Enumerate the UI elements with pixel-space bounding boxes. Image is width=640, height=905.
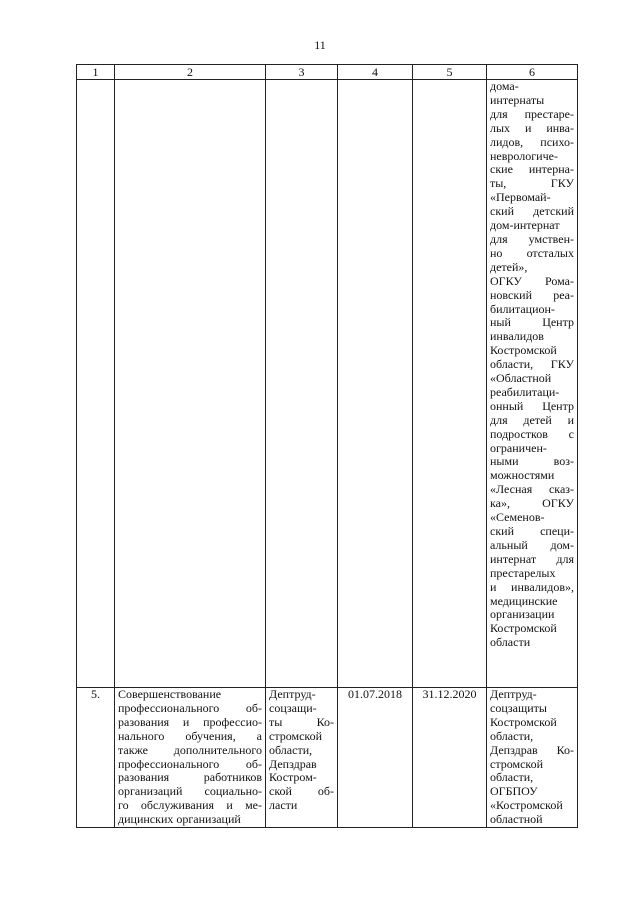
- text-line: областной: [490, 812, 543, 827]
- text-line: лых и инва-: [490, 120, 574, 135]
- text-line: медицинские: [490, 593, 558, 608]
- page-number: 11: [314, 38, 326, 52]
- text-line: ный Центр: [490, 315, 574, 330]
- text-line: стромской: [490, 756, 544, 771]
- text-line: «Семенов-: [490, 510, 545, 525]
- text-line: Дептруд-: [269, 687, 316, 701]
- text-line: престарелых: [490, 565, 556, 580]
- column-header-1: 1: [77, 65, 115, 80]
- text-line: альный дом-: [490, 537, 574, 552]
- text-line: неврологиче-: [490, 148, 558, 163]
- text-line: дома-: [490, 79, 519, 93]
- column-number-row: [77, 65, 578, 80]
- text-line: можностями: [490, 468, 555, 483]
- text-line: интернат для: [490, 551, 574, 566]
- text-line: Костромской: [490, 714, 557, 729]
- text-line: ты Ко-: [269, 714, 334, 729]
- text-line: области, ГКУ: [490, 357, 574, 372]
- text-line: соцзащиты: [490, 700, 547, 715]
- text-line: «Первомай-: [490, 190, 551, 205]
- text-line: Депздрав Ко-: [490, 742, 574, 757]
- continuation-row: [77, 80, 578, 688]
- text-line: профессионального об-: [118, 756, 262, 771]
- text-line: ными воз-: [490, 454, 574, 469]
- text-line: ка», ОГКУ: [490, 496, 574, 511]
- table-row-5: [77, 688, 578, 828]
- text-line: «Лесная сказ-: [490, 482, 574, 497]
- column-header-2: 2: [115, 65, 266, 80]
- text-line: дицинских организаций: [118, 812, 241, 827]
- text-line: подростков с: [490, 426, 574, 441]
- text-line: области: [490, 635, 531, 650]
- text-line: ты, ГКУ: [490, 176, 574, 191]
- column-header-5: 5: [413, 65, 487, 80]
- text-line: Депздрав: [269, 756, 317, 771]
- text-line: организаций социально-: [118, 784, 262, 799]
- text-line: для умствен-: [490, 231, 574, 246]
- text-line: го обслуживания и ме-: [118, 798, 262, 813]
- text-line: лидов, психо-: [490, 134, 574, 149]
- text-line: Костром-: [269, 770, 317, 785]
- text-line: ской об-: [269, 784, 334, 799]
- text-line: билитацион-: [490, 301, 555, 316]
- text-line: интернаты: [490, 92, 545, 107]
- text-line: Совершенствование: [118, 687, 222, 701]
- column-header-4: 4: [338, 65, 413, 80]
- text-line: разования работников: [118, 770, 262, 785]
- co-executors: [487, 688, 578, 828]
- text-line: соцзащи-: [269, 700, 317, 715]
- continuation-cell-3: [266, 80, 338, 688]
- column-header-3: 3: [266, 65, 338, 80]
- text-line: ский специ-: [490, 524, 574, 538]
- text-line: организации: [490, 607, 555, 622]
- text-line: Костромской: [490, 343, 557, 358]
- text-line: реабилитаци-: [490, 384, 560, 399]
- text-line: детей»,: [490, 259, 528, 274]
- plan-table: [76, 64, 578, 828]
- text-line: новский реа-: [490, 287, 574, 302]
- text-line: области,: [490, 728, 534, 743]
- text-line: ские интерна-: [490, 162, 574, 177]
- continuation-cell-5: [413, 80, 487, 688]
- continuation-cell-1: [77, 80, 115, 688]
- text-line: и инвалидов»,: [490, 579, 574, 594]
- text-line: разования и профессио-: [118, 714, 262, 729]
- continuation-cell-4: [338, 80, 413, 688]
- text-line: онный Центр: [490, 398, 574, 413]
- text-line: Дептруд-: [490, 687, 537, 701]
- text-line: Костромской: [490, 621, 557, 636]
- text-line: профессионального об-: [118, 700, 262, 715]
- end-date: 31.12.2020: [413, 688, 487, 828]
- text-line: но отсталых: [490, 245, 574, 260]
- activity-description: [115, 688, 266, 828]
- text-line: ОГБПОУ: [490, 784, 538, 799]
- text-line: ский детский: [490, 204, 574, 219]
- text-line: для престаре-: [490, 106, 574, 121]
- text-line: инвалидов: [490, 329, 544, 344]
- text-line: нального обучения, а: [118, 728, 262, 743]
- text-line: «Костромской: [490, 798, 563, 813]
- executors-cell: [487, 80, 578, 688]
- text-line: ОГКУ Рома-: [490, 273, 574, 288]
- row-number: 5.: [77, 688, 115, 828]
- text-line: ласти: [269, 798, 298, 813]
- text-line: области,: [490, 770, 534, 785]
- responsible-executor: [266, 688, 338, 828]
- text-line: ограничен-: [490, 440, 547, 455]
- continuation-cell-2: [115, 80, 266, 688]
- text-line: стромской: [269, 728, 323, 743]
- text-line: также дополнительного: [118, 742, 262, 757]
- start-date: 01.07.2018: [338, 688, 413, 828]
- text-line: области,: [269, 742, 313, 757]
- text-line: дом-интернат: [490, 218, 560, 233]
- text-line: для детей и: [490, 412, 574, 427]
- column-header-6: 6: [487, 65, 578, 80]
- text-line: «Областной: [490, 371, 552, 386]
